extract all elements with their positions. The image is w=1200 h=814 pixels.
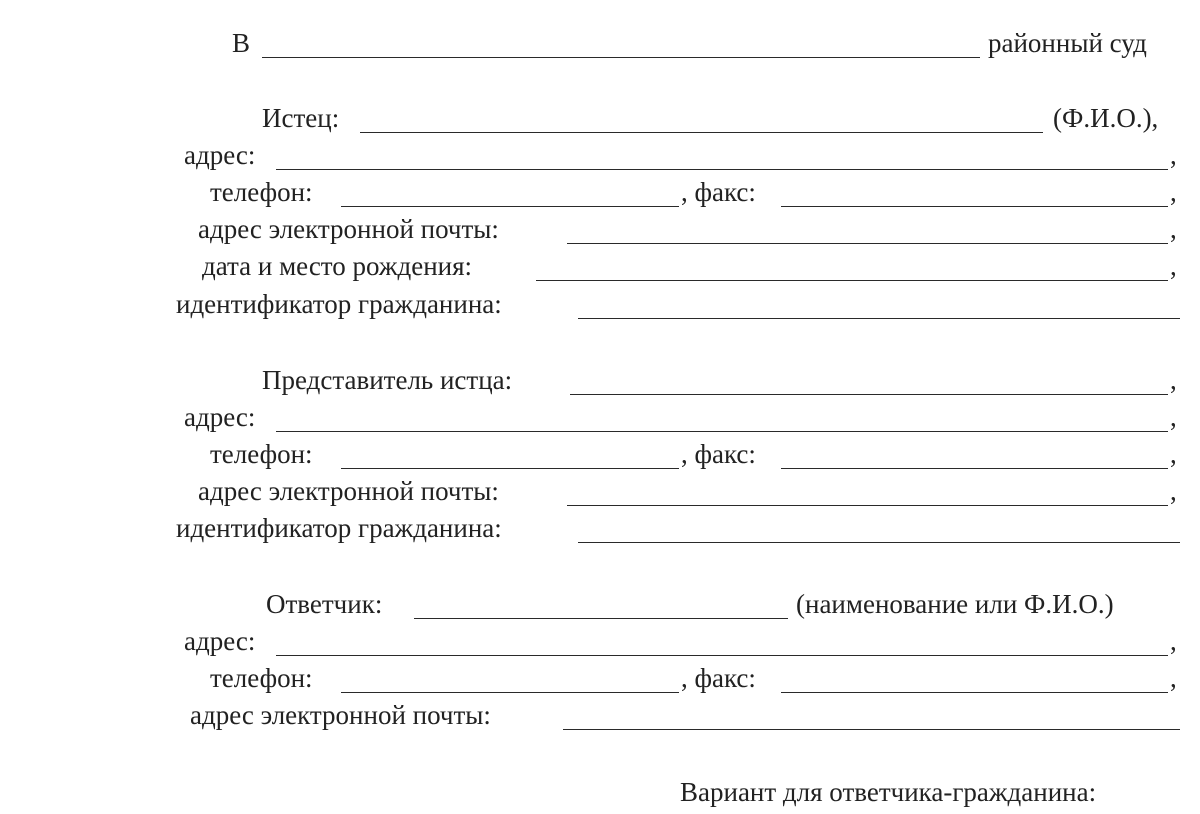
defendant-fax-field[interactable] — [781, 692, 1168, 693]
representative-email-label: адрес электронной почты: — [198, 476, 499, 506]
defendant-email-field[interactable] — [563, 729, 1180, 730]
comma: , — [1170, 663, 1177, 693]
defendant-address-field[interactable] — [276, 655, 1168, 656]
representative-label: Представитель истца: — [262, 365, 513, 395]
defendant-phone-label: телефон: — [210, 663, 313, 693]
plaintiff-id-field[interactable] — [578, 318, 1180, 319]
representative-id-label: идентификатор гражданина: — [176, 513, 502, 543]
comma: , — [1170, 439, 1177, 469]
court-suffix: районный суд — [988, 28, 1147, 58]
comma: , — [1170, 251, 1177, 281]
plaintiff-label: Истец: — [262, 103, 340, 133]
defendant-phone-field[interactable] — [341, 692, 679, 693]
plaintiff-fio-note: (Ф.И.О.), — [1053, 103, 1159, 133]
plaintiff-phone-field[interactable] — [341, 206, 679, 207]
representative-fax-label: , факс: — [681, 439, 756, 469]
comma: , — [1170, 476, 1177, 506]
comma: , — [1170, 214, 1177, 244]
plaintiff-birth-field[interactable] — [536, 280, 1168, 281]
court-name-field[interactable] — [262, 57, 980, 58]
representative-address-label: адрес: — [184, 402, 256, 432]
defendant-email-label: адрес электронной почты: — [190, 700, 491, 730]
representative-fax-field[interactable] — [781, 468, 1168, 469]
representative-id-field[interactable] — [578, 542, 1180, 543]
defendant-name-field[interactable] — [414, 618, 788, 619]
court-prefix: В — [232, 28, 251, 58]
plaintiff-email-field[interactable] — [567, 243, 1168, 244]
plaintiff-address-label: адрес: — [184, 140, 256, 170]
comma: , — [1170, 626, 1177, 656]
variant-heading: Вариант для ответчика-гражданина: — [680, 777, 1097, 807]
defendant-address-label: адрес: — [184, 626, 256, 656]
representative-email-field[interactable] — [567, 505, 1168, 506]
plaintiff-fax-label: , факс: — [681, 177, 756, 207]
representative-fio-field[interactable] — [570, 394, 1168, 395]
defendant-fax-label: , факс: — [681, 663, 756, 693]
representative-address-field[interactable] — [276, 431, 1168, 432]
comma: , — [1170, 177, 1177, 207]
plaintiff-id-label: идентификатор гражданина: — [176, 289, 502, 319]
comma: , — [1170, 402, 1177, 432]
defendant-name-note: (наименование или Ф.И.О.) — [796, 589, 1114, 619]
plaintiff-birth-label: дата и место рождения: — [202, 251, 473, 281]
plaintiff-fax-field[interactable] — [781, 206, 1168, 207]
comma: , — [1170, 140, 1177, 170]
representative-phone-label: телефон: — [210, 439, 313, 469]
comma: , — [1170, 365, 1177, 395]
defendant-label: Ответчик: — [266, 589, 383, 619]
plaintiff-phone-label: телефон: — [210, 177, 313, 207]
plaintiff-email-label: адрес электронной почты: — [198, 214, 499, 244]
plaintiff-address-field[interactable] — [276, 169, 1168, 170]
plaintiff-fio-field[interactable] — [360, 132, 1043, 133]
representative-phone-field[interactable] — [341, 468, 679, 469]
